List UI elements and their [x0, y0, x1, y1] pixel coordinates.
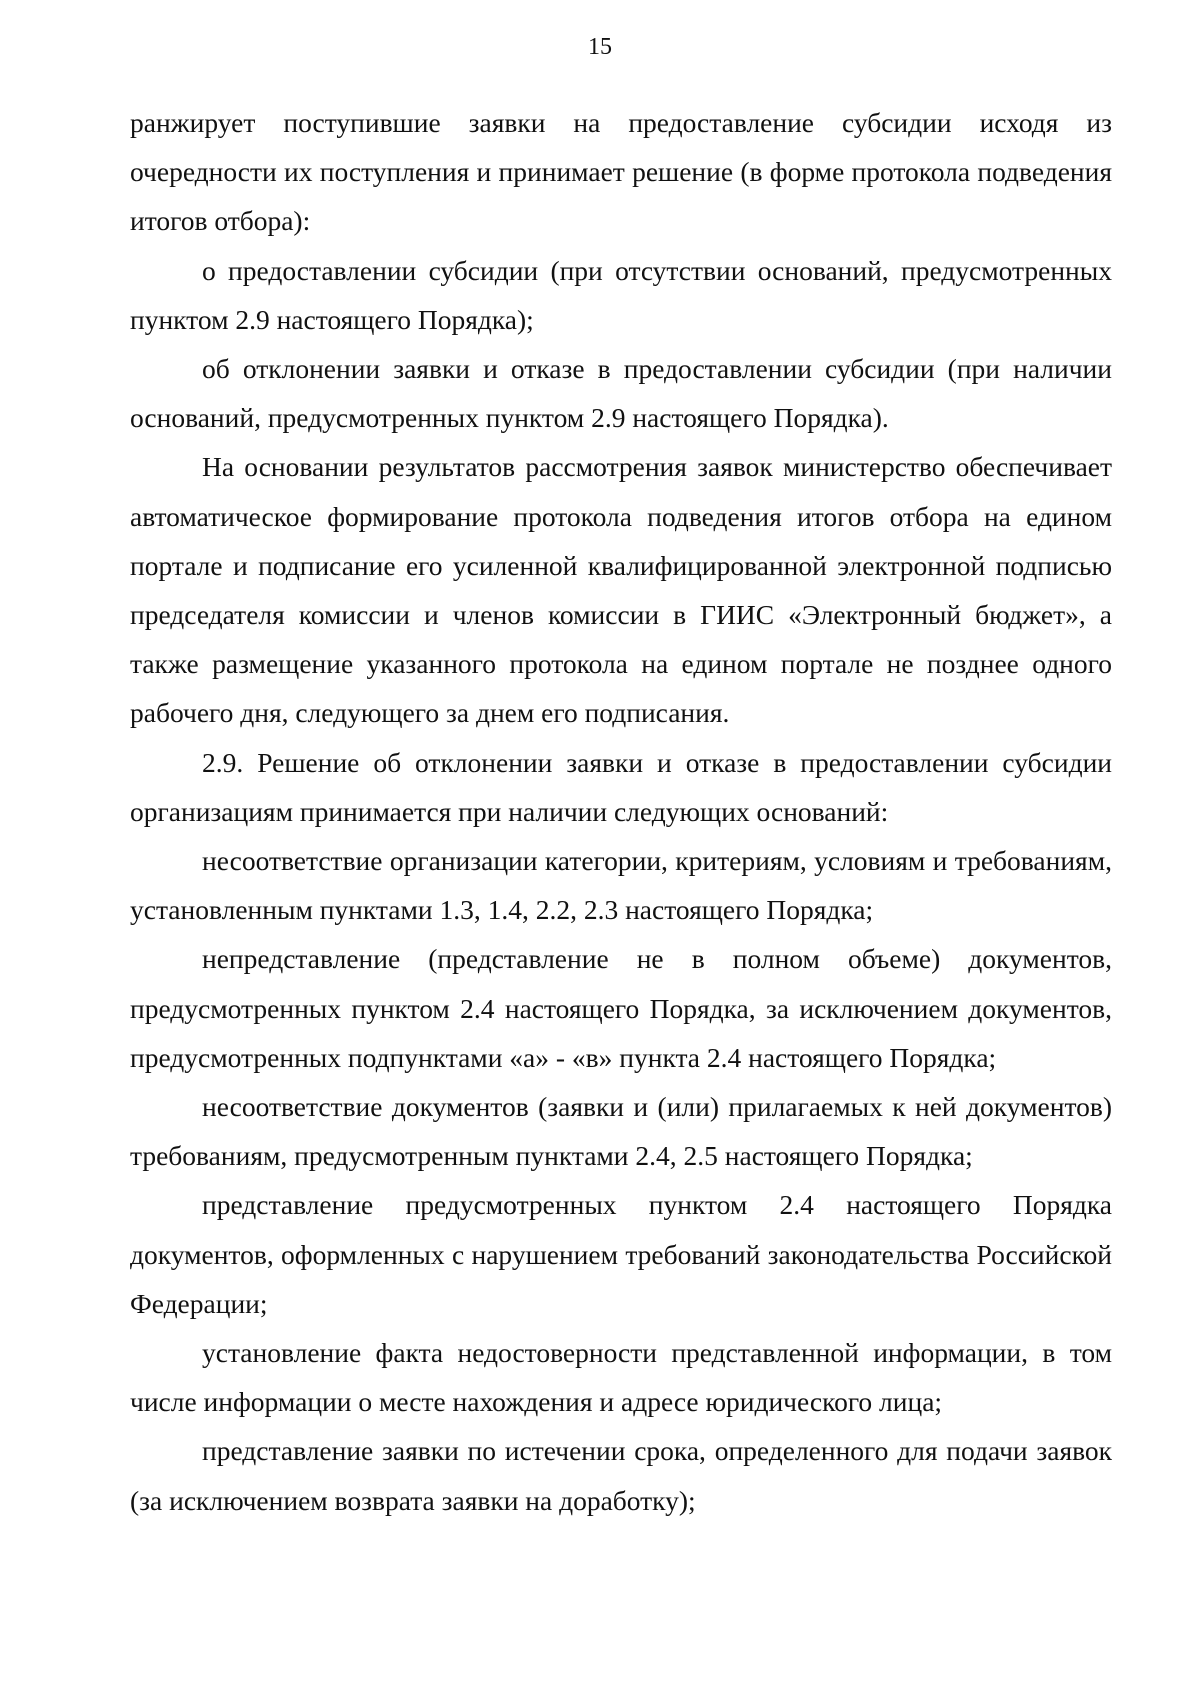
paragraph-ground-document-mismatch: несоответствие документов (заявки и (или) прилагаемых к ней документов) требованиям, предусмотренным пунктами 2.4, 2.5 настоящего Порядка; — [130, 1091, 1112, 1172]
paragraph-protocol-formation: На основании результатов рассмотрения заявок министерство обеспечивает автоматическое формирование протокола подведения итогов отбора на едином портале и подписание его усиленной квалифицированной электронной подписью председателя комиссии и членов комиссии в ГИИС «Электронный бюджет», а также размещение указанного протокола на едином портале не позднее одного рабочего дня, следующего за днем его подписания. — [130, 451, 1112, 729]
paragraph-ground-legal-violation: представление предусмотренных пунктом 2.4 настоящего Порядка документов, оформленных с нарушением требований законодательства Российской Федерации; — [130, 1189, 1112, 1319]
paragraph-ground-category-mismatch: несоответствие организации категории, критериям, условиям и требованиям, установленным пунктами 1.3, 1.4, 2.2, 2.3 настоящего Порядка; — [130, 845, 1112, 926]
document-body — [130, 98, 1112, 1525]
paragraph-ranking-decision: ранжирует поступившие заявки на предоставление субсидии исходя из очередности их поступления и принимает решение (в форме протокола подведения итогов отбора): — [130, 107, 1112, 237]
paragraph-ground-false-information: установление факта недостоверности представленной информации, в том числе информации о месте нахождения и адресе юридического лица; — [130, 1337, 1112, 1418]
paragraph-ground-missing-documents: непредставление (представление не в полном объеме) документов, предусмотренных пунктом 2.4 настоящего Порядка, за исключением документов, предусмотренных подпунктами «а» - «в» пункта 2.4 настоящего Порядка; — [130, 943, 1112, 1073]
paragraph-grant-rejection: об отклонении заявки и отказе в предоставлении субсидии (при наличии оснований, предусмотренных пунктом 2.9 настоящего Порядка). — [130, 353, 1112, 434]
page-number: 15 — [588, 34, 612, 60]
paragraph-grant-approval: о предоставлении субсидии (при отсутствии оснований, предусмотренных пунктом 2.9 настоящего Порядка); — [130, 254, 1112, 335]
paragraph-ground-late-submission: представление заявки по истечении срока, определенного для подачи заявок (за исключением возврата заявки на доработку); — [130, 1435, 1112, 1516]
paragraph-section-2-9: 2.9. Решение об отклонении заявки и отказе в предоставлении субсидии организациям принимается при наличии следующих оснований: — [130, 746, 1112, 827]
